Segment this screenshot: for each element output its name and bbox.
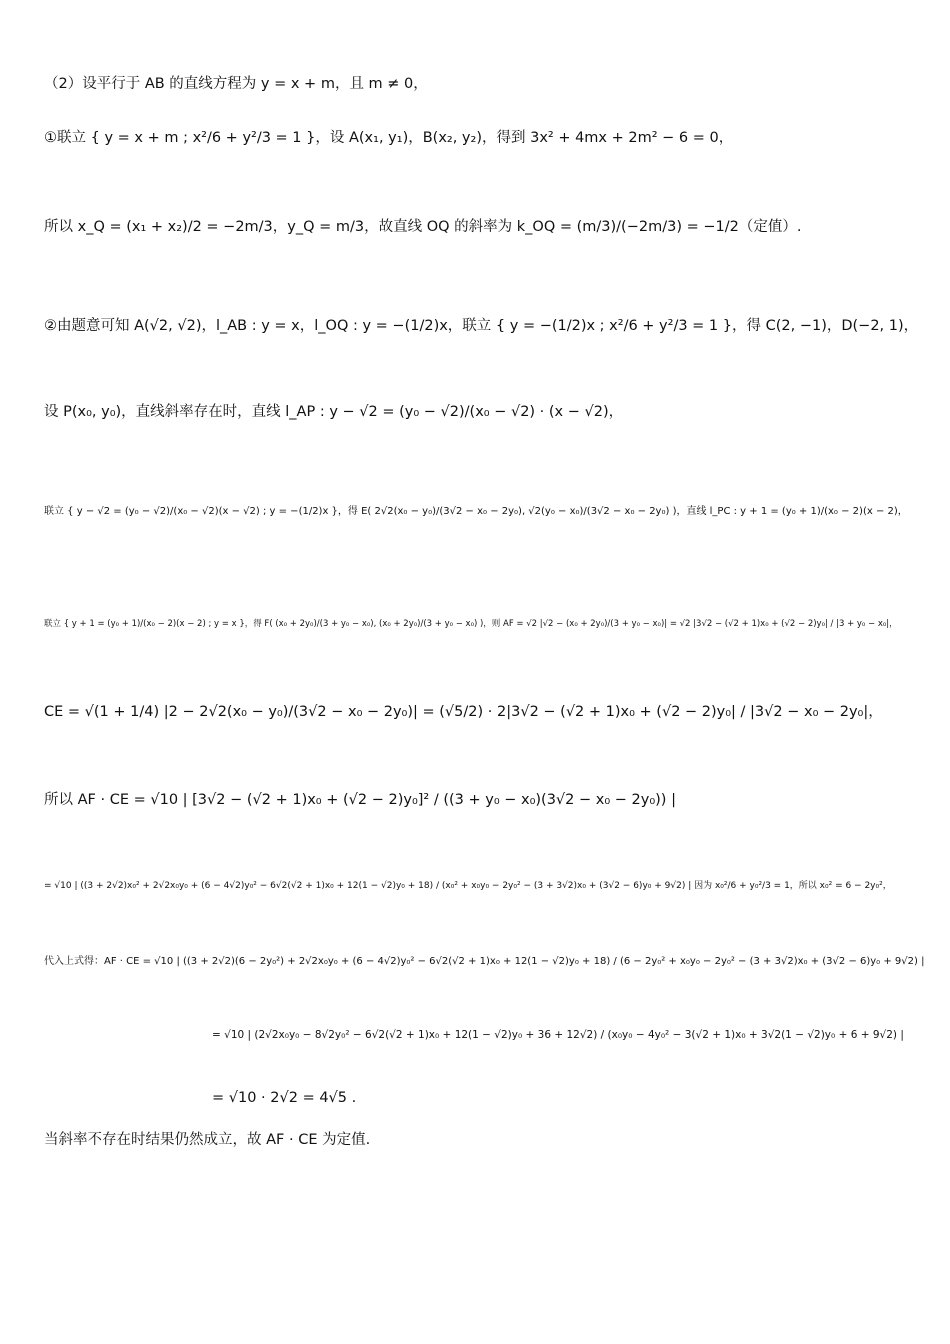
text-line-points-cd: ②由题意可知 A(√2, √2)，l_AB : y = x，l_OQ : y = −(1/2)x，联立 { y = −(1/2)x ; x²/6 + y²/3 = 1 }，得 C(2, −1)，D(−2, 1)， xyxy=(44,318,919,334)
text-line-line-ap: 设 P(x₀, y₀)，直线斜率存在时，直线 l_AP : y − √2 = (y₀ − √2)/(x₀ − √2) · (x − √2)， xyxy=(44,404,624,420)
text-line-result: = √10 · 2√2 = 4√5 . xyxy=(212,1090,357,1106)
text-line-substitute: 代入上式得：AF · CE = √10 | ((3 + 2√2)(6 − 2y₀²) + 2√2x₀y₀ + (6 − 4√2)y₀² − 6√2(√2 + 1)x₀ + 12(1 − √2)y₀ + 18) / (6 − 2y₀² + x₀y₀ − 2y₀² − (3 + 3√2)x₀ + (3√2 − 6)y₀ + 9√2) | xyxy=(44,956,925,967)
text-line-part2-intro: （2）设平行于 AB 的直线方程为 y = x + m，且 m ≠ 0， xyxy=(44,76,428,92)
text-line-conclusion: 当斜率不存在时结果仍然成立，故 AF · CE 为定值. xyxy=(44,1132,371,1148)
text-line-point-e: 联立 { y − √2 = (y₀ − √2)/(x₀ − √2)(x − √2) ; y = −(1/2)x }，得 E( 2√2(x₀ − y₀)/(3√2 − x₀ − 2y₀), √2(y₀ − x₀)/(3√2 − x₀ − 2y₀) )，直线 l_PC : y + 1 = (y₀ + 1)/(x₀ − 2)(x − 2)， xyxy=(44,506,908,517)
text-line-slope-oq: 所以 x_Q = (x₁ + x₂)/2 = −2m/3，y_Q = m/3，故直线 OQ 的斜率为 k_OQ = (m/3)/(−2m/3) = −1/2（定值）. xyxy=(44,219,802,235)
text-line-product-1: 所以 AF · CE = √10 | [3√2 − (√2 + 1)x₀ + (√2 − 2)y₀]² / ((3 + y₀ − x₀)(3√2 − x₀ − 2y₀)) | xyxy=(44,792,676,808)
text-line-system-1: ①联立 { y = x + m ; x²/6 + y²/3 = 1 }，设 A(x₁, y₁)，B(x₂, y₂)，得到 3x² + 4mx + 2m² − 6 = 0， xyxy=(44,130,734,146)
text-line-ce: CE = √(1 + 1/4) |2 − 2√2(x₀ − y₀)/(3√2 − x₀ − 2y₀)| = (√5/2) · 2|3√2 − (√2 + 1)x₀ + (√2 − 2)y₀| / |3√2 − x₀ − 2y₀|， xyxy=(44,704,883,720)
text-line-product-2: = √10 | ((3 + 2√2)x₀² + 2√2x₀y₀ + (6 − 4√2)y₀² − 6√2(√2 + 1)x₀ + 12(1 − √2)y₀ + 18) / (x₀² + x₀y₀ − 2y₀² − (3 + 3√2)x₀ + (3√2 − 6)y₀ + 9√2) | 因为 x₀²/6 + y₀²/3 = 1，所以 x₀² = 6 − 2y₀²， xyxy=(44,881,892,891)
text-line-simplified: = √10 | (2√2x₀y₀ − 8√2y₀² − 6√2(√2 + 1)x₀ + 12(1 − √2)y₀ + 36 + 12√2) / (x₀y₀ − 4y₀² − 3(√2 + 1)x₀ + 3√2(1 − √2)y₀ + 6 + 9√2) | xyxy=(212,1029,904,1041)
text-line-point-f: 联立 { y + 1 = (y₀ + 1)/(x₀ − 2)(x − 2) ; y = x }，得 F( (x₀ + 2y₀)/(3 + y₀ − x₀), (x₀ + 2y₀)/(3 + y₀ − x₀) )，则 AF = √2 |√2 − (x₀ + 2y₀)/(3 + y₀ − x₀)| = √2 |3√2 − (√2 + 1)x₀ + (√2 − 2)y₀| / |3 + y₀ − x₀|， xyxy=(44,619,898,629)
